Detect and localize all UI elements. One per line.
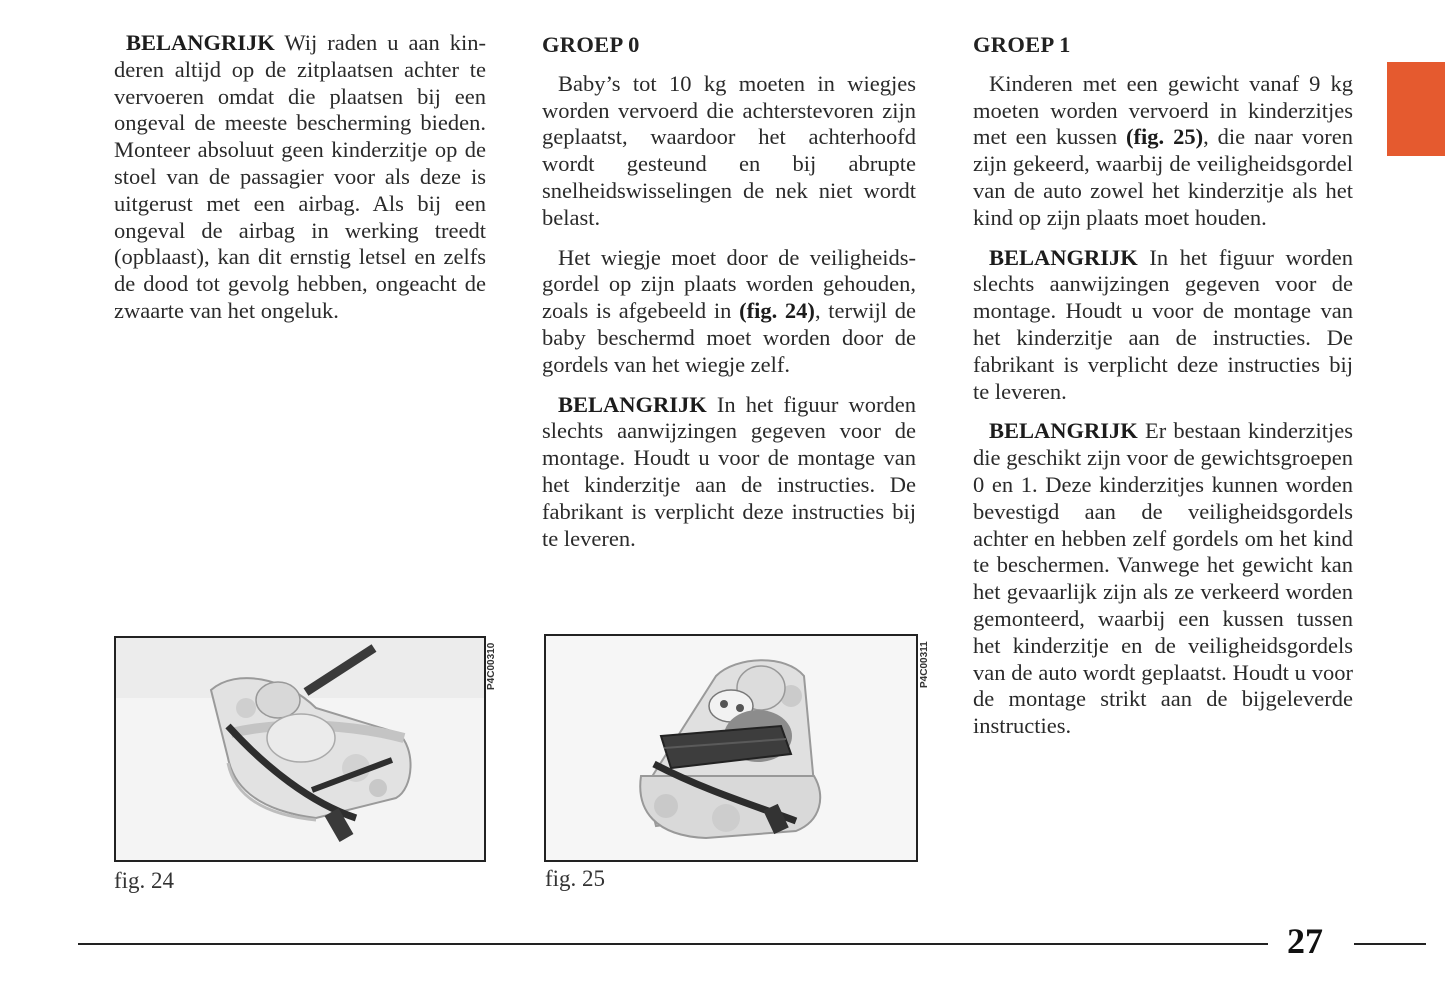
paragraph-kinderen-text-a: Kinderen met een gewicht vanaf 9 kg moeten worden vervoerd in kinderzitjes met een kussen [973, 70, 1353, 150]
child-seat-illustration [546, 636, 916, 860]
important-label: BELANGRIJK [558, 391, 707, 417]
paragraph-kinderen-text-b: , die naar voren zijn gekeerd, waarbij de veiligheidsgordel van de auto zowel het kinderzitje als het kind op zijn plaats moet houden. [973, 124, 1353, 230]
heading-groep-1: GROEP 1 [973, 32, 1071, 57]
important-label: BELANGRIJK [989, 418, 1138, 444]
paragraph-babies: Baby’s tot 10 kg moeten in wiegjes worden vervoerd die achterstevoren zijn geplaatst, waardoor het achterhoofd wordt gesteund en bij abrupte snelheidswisselingen de nek niet wordt belast. [542, 70, 916, 230]
footer-rule-left [78, 943, 1268, 945]
important-note-text: Wij raden u aan kinderen altijd op de zitplaatsen achter te vervoeren omdat die plaatsen bij een ongeval de meeste bescherming bieden. Monteer absoluut geen kinderzitje op de stoel van de passagier voor als deze is uitgerust met een airbag. Als bij een ongeval de airbag in werking treedt (opblaast), kan dit ernstig letsel en zelfs de dood tot gevolg hebben, ongeacht de zwaarte van het ongeluk. [114, 30, 486, 323]
column-left [114, 30, 486, 338]
footer-rule-right [1354, 943, 1426, 945]
figure-25-caption: fig. 25 [545, 866, 606, 891]
important-note-text: In het figuur worden slechts aanwijzingen gegeven voor de montage. Houdt u voor de montage van het kinderzitje aan de instructies. De fabrikant is verplicht deze instructies bij te leveren. [973, 244, 1353, 404]
fig-24-reference: (fig. 24) [739, 298, 815, 324]
paragraph-wiegje-text-a: Het wiegje moet door de veiligheidsgordel op zijn plaats worden gehouden, zoals is afgebeeld in [542, 244, 916, 324]
paragraph-wiegje-text-b: , terwijl de baby beschermd moet worden door de gordels van het wiegje zelf. [542, 298, 916, 377]
figure-25-code: P4C00311 [919, 641, 930, 688]
important-label: BELANGRIJK [126, 30, 275, 55]
heading-groep-0: GROEP 0 [542, 32, 640, 57]
important-note-groups [973, 418, 1353, 740]
paragraph-wiegje [542, 245, 916, 379]
page-number: 27 [1287, 921, 1323, 961]
important-note-montage [542, 392, 916, 553]
figure-25-image [544, 634, 918, 862]
important-note-airbag [114, 30, 486, 325]
baby-carrier-illustration [116, 638, 484, 860]
important-label: BELANGRIJK [989, 244, 1138, 270]
important-note-text: In het figuur worden slechts aanwijzingen gegeven voor de montage. Houdt u voor de montage van het kinderzitje aan de instructies. De fabrikant is verplicht deze instructies bij te leveren. [542, 391, 916, 551]
figure-24-code: P4C00310 [486, 642, 497, 690]
section-tab-marker [1387, 62, 1445, 156]
important-note-text: Er bestaan kinderzitjes die geschikt zijn voor de gewichtsgroepen 0 en 1. Deze kinderzitjes kunnen worden bevestigd aan de veiligheidsgordels achter en hebben zelf gordels om het kind te beschermen. Vanwege het gewicht kan het gevaarlijk zijn als ze verkeerd worden gemonteerd, waarbij een kussen tussen het kinderzitje en de veiligheidsgordels van de auto wordt geplaatst. Houdt u voor de montage strikt aan de bijgeleverde instructies. [973, 418, 1353, 739]
column-right [973, 30, 1353, 753]
figure-24-image [114, 636, 486, 862]
column-middle [542, 30, 916, 565]
paragraph-kinderen [973, 71, 1353, 232]
fig-25-reference: (fig. 25) [1126, 124, 1204, 150]
important-note-montage [973, 245, 1353, 406]
figure-24-caption: fig. 24 [114, 868, 175, 893]
